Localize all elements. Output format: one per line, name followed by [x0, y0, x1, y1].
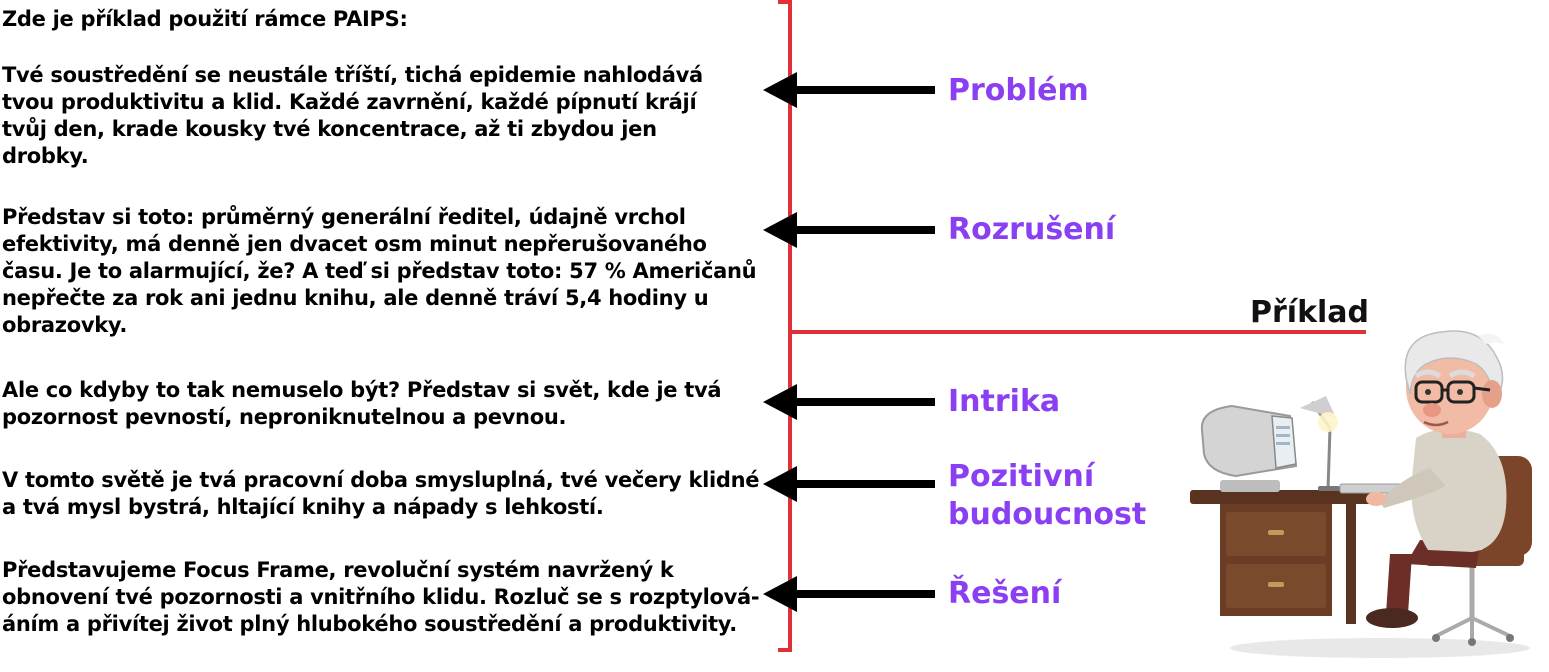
paragraph-line: drobky. — [2, 144, 89, 168]
example-label: Příklad — [1250, 295, 1370, 330]
paragraph-line: obnovení tvé pozornosti a vnitřního klidu. Rozluč se s rozptylová- — [2, 585, 760, 609]
arrow-left-icon — [763, 210, 935, 250]
stage-label-intrigue: Intrika — [948, 384, 1061, 419]
paragraph-line: efektivity, má denně jen dvacet osm minut nepřerušovaného — [2, 232, 707, 256]
intro-heading: Zde je příklad použití rámce PAIPS: — [2, 7, 408, 31]
paragraph-line: Ale co kdyby to tak nemuselo být? Představ si svět, kde je tvá — [2, 378, 722, 402]
paragraph-line: a tvá mysl bystrá, hltající knihy a nápady s lehkostí. — [2, 495, 604, 519]
arrow-left-icon — [763, 382, 935, 422]
paragraph-line: Tvé soustředění se neustále tříští, tichá epidemie nahlodává — [2, 63, 703, 87]
paragraph-line: tvůj den, krade kousky tvé koncentrace, až ti zbydou jen — [2, 117, 657, 141]
paragraph-solution — [2, 557, 772, 638]
arrow-left-icon — [763, 464, 935, 504]
paragraph-line: Představ si toto: průměrný generální ředitel, údajně vrchol — [2, 205, 686, 229]
paragraph-problem — [2, 62, 772, 170]
stage-label-positive-future — [948, 458, 1146, 534]
arrow-left-icon — [763, 70, 935, 110]
paragraph-intrigue — [2, 377, 772, 431]
paragraph-agitation — [2, 204, 772, 339]
stage-label-line: Pozitivní — [948, 459, 1095, 494]
arrow-left-icon — [763, 574, 935, 614]
paragraph-line: Představujeme Focus Frame, revoluční systém navržený k — [2, 558, 674, 582]
paragraph-line: času. Je to alarmující, že? A teď si představ toto: 57 % Američanů — [2, 259, 757, 283]
paragraph-line: nepřečte za rok ani jednu knihu, ale denně tráví 5,4 hodiny u — [2, 286, 709, 310]
paragraph-line: pozornost pevností, neproniknutelnou a pevnou. — [2, 405, 567, 429]
paragraph-line: obrazovky. — [2, 313, 128, 337]
paragraph-positive-future — [2, 467, 772, 521]
stage-label-line: budoucnost — [948, 497, 1147, 532]
paragraph-line: áním a přivítej život plný hlubokého soustředění a produktivity. — [2, 612, 737, 636]
elderly-man-at-computer-illustration — [1180, 318, 1540, 663]
paragraph-line: tvou produktivitu a klid. Každé zavrnění, každé pípnutí krájí — [2, 90, 697, 114]
stage-label-solution: Řešení — [948, 576, 1062, 611]
paragraph-line: V tomto světě je tvá pracovní doba smysluplná, tvé večery klidné — [2, 468, 760, 492]
bracket-bottom-tick — [778, 648, 792, 652]
stage-label-agitation: Rozrušení — [948, 212, 1116, 247]
stage-label-problem: Problém — [948, 73, 1089, 108]
